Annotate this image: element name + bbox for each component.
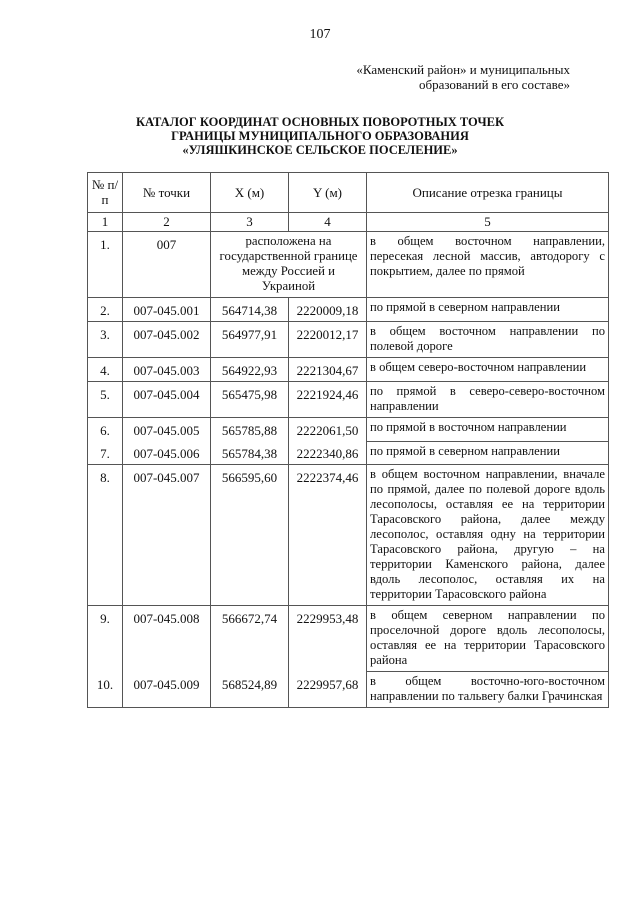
table-row xyxy=(88,382,609,418)
point-id: 007-045.007 xyxy=(123,465,211,606)
header-num: № п/п xyxy=(88,173,123,213)
x-coordinate: 565785,88 xyxy=(211,418,289,442)
y-coordinate: 2222061,50 xyxy=(289,418,367,442)
column-number: 1 xyxy=(88,213,123,232)
table-row xyxy=(88,232,609,298)
segment-description: в общем восточном направлении, пересекая лесной массив, автодорогу с покрытием, далее по прямой xyxy=(367,232,609,298)
segment-description: в общем восточном направлении, вначале по прямой, далее по полевой дороге вдоль лесополосы, оставляя ее на территории Тарасовского района, далее между лесополос, оставляя одну на территории Тарасовского района, другую – на территории Каменского района, далее вдоль лесополос, оставляя их на территории Тарасовского района xyxy=(367,465,609,606)
column-number: 4 xyxy=(289,213,367,232)
row-number: 3. xyxy=(88,322,123,358)
point-id: 007-045.005 xyxy=(123,418,211,442)
point-location: расположена на государственной границе между Россией и Украиной xyxy=(211,232,367,298)
point-id: 007-045.006 xyxy=(123,441,211,465)
row-number: 5. xyxy=(88,382,123,418)
row-number: 7. xyxy=(88,441,123,465)
table-row xyxy=(88,322,609,358)
header-desc: Описание отрезка границы xyxy=(367,173,609,213)
y-coordinate: 2221304,67 xyxy=(289,358,367,382)
table-row xyxy=(88,465,609,606)
x-coordinate: 564714,38 xyxy=(211,298,289,322)
table-row xyxy=(88,418,609,442)
y-coordinate: 2222374,46 xyxy=(289,465,367,606)
column-number: 3 xyxy=(211,213,289,232)
x-coordinate: 568524,89 xyxy=(211,672,289,708)
x-coordinate: 565784,38 xyxy=(211,441,289,465)
point-id: 007-045.002 xyxy=(123,322,211,358)
subtitle-line-2: образований в его составе» xyxy=(418,77,570,92)
point-id: 007-045.008 xyxy=(123,606,211,672)
heading-line-2: ГРАНИЦЫ МУНИЦИПАЛЬНОГО ОБРАЗОВАНИЯ xyxy=(171,129,469,143)
x-coordinate: 566595,60 xyxy=(211,465,289,606)
catalog-heading xyxy=(0,115,640,157)
segment-description: по прямой в северо-северо-восточном направлении xyxy=(367,382,609,418)
column-number: 2 xyxy=(123,213,211,232)
y-coordinate: 2221924,46 xyxy=(289,382,367,418)
coordinates-table xyxy=(87,172,609,708)
row-number: 2. xyxy=(88,298,123,322)
y-coordinate: 2229957,68 xyxy=(289,672,367,708)
table-row xyxy=(88,672,609,708)
document-subtitle xyxy=(290,62,570,92)
heading-line-1: КАТАЛОГ КООРДИНАТ ОСНОВНЫХ ПОВОРОТНЫХ ТОЧЕК xyxy=(135,115,505,129)
column-numbers-row xyxy=(88,213,609,232)
y-coordinate: 2220009,18 xyxy=(289,298,367,322)
table-row xyxy=(88,606,609,672)
row-number: 6. xyxy=(88,418,123,442)
table-row xyxy=(88,358,609,382)
page-number: 107 xyxy=(309,27,331,42)
x-coordinate: 566672,74 xyxy=(211,606,289,672)
y-coordinate: 2220012,17 xyxy=(289,322,367,358)
heading-line-3: «УЛЯШКИНСКОЕ СЕЛЬСКОЕ ПОСЕЛЕНИЕ» xyxy=(182,143,458,157)
segment-description: в общем северо-восточном направлении xyxy=(367,358,609,382)
segment-description: в общем восточном направлении по полевой дороге xyxy=(367,322,609,358)
header-point: № точки xyxy=(123,173,211,213)
x-coordinate: 564922,93 xyxy=(211,358,289,382)
table-row xyxy=(88,298,609,322)
x-coordinate: 565475,98 xyxy=(211,382,289,418)
row-number: 9. xyxy=(88,606,123,672)
segment-description: по прямой в северном направлении xyxy=(367,441,609,465)
point-id: 007-045.001 xyxy=(123,298,211,322)
row-number: 1. xyxy=(88,232,123,298)
point-id: 007-045.004 xyxy=(123,382,211,418)
row-number: 4. xyxy=(88,358,123,382)
point-id: 007 xyxy=(123,232,211,298)
y-coordinate: 2222340,86 xyxy=(289,441,367,465)
table-header-row xyxy=(88,173,609,213)
segment-description: по прямой в северном направлении xyxy=(367,298,609,322)
segment-description: в общем восточно-юго-восточном направлении по тальвегу балки Грачинская xyxy=(367,672,609,708)
row-number: 10. xyxy=(88,672,123,708)
point-id: 007-045.009 xyxy=(123,672,211,708)
row-number: 8. xyxy=(88,465,123,606)
table-row xyxy=(88,441,609,465)
y-coordinate: 2229953,48 xyxy=(289,606,367,672)
x-coordinate: 564977,91 xyxy=(211,322,289,358)
segment-description: в общем северном направлении по проселочной дороге вдоль лесополосы, оставляя ее на территории Тарасовского района xyxy=(367,606,609,672)
header-x: X (м) xyxy=(211,173,289,213)
segment-description: по прямой в восточном направлении xyxy=(367,418,609,442)
subtitle-line-1: «Каменский район» и муниципальных xyxy=(356,62,570,77)
column-number: 5 xyxy=(367,213,609,232)
point-id: 007-045.003 xyxy=(123,358,211,382)
header-y: Y (м) xyxy=(289,173,367,213)
